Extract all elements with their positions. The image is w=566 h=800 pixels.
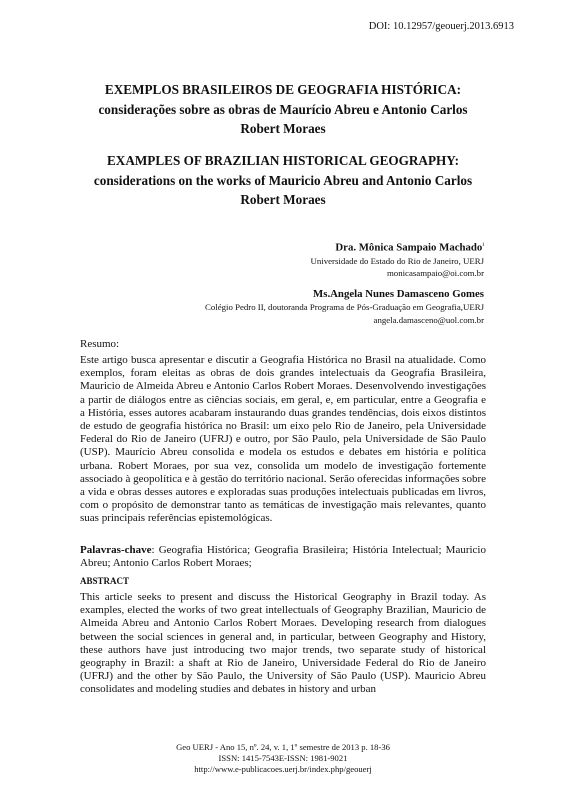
author-1-affiliation: Universidade do Estado do Rio de Janeiro, UERJ (310, 255, 484, 266)
title-pt-line3: Robert Moraes (240, 121, 326, 136)
author-1-name: Dra. Mônica Sampaio Machado (335, 241, 483, 254)
title-portuguese (60, 80, 506, 139)
footer-url[interactable]: http://www.e-publicacoes.uerj.br/index.php/geouerj (194, 764, 372, 775)
keywords-text: : Geografia Histórica; Geografia Brasileira; História Intelectual; Mauricio Abreu; Antonio Carlos Robert Moraes; (80, 544, 486, 570)
title-pt-line1: EXEMPLOS BRASILEIROS DE GEOGRAFIA HISTÓRICA: (104, 82, 462, 97)
title-en-line2: considerations on the works of Mauricio Abreu and Antonio Carlos (93, 172, 473, 188)
author-2-email: angela.damasceno@uol.com.br (373, 314, 484, 325)
keywords-label: Palavras-chave (80, 544, 152, 556)
abstract-label: ABSTRACT (80, 576, 130, 586)
author-2-affiliation: Colégio Pedro II, doutoranda Programa de Pós-Graduação em Geografia,UERJ (205, 302, 484, 312)
footer-journal: Geo UERJ - Ano 15, nº. 24, v. 1, 1º semestre de 2013 p. 18-36 (176, 742, 390, 752)
resumo-text: Este artigo busca apresentar e discutir a Geografia Histórica no Brasil na atualidade. Como exemplos, foram eleitas as obras de dois grandes intelectuais da Geografia Brasileira, Mauricio de Almeida Abreu e Antonio Carlos Robert Moraes. Desenvolvendo investigações a partir de diálogos entre as ciências sociais, em geral, e, em particular, entre a Geografia e a História, esses autores acabaram instaurando duas grandes tendências, dois eixos distintos de estudo de geografia histórica no Brasil: um eixo pelo Rio de Janeiro, pela Universidade Federal do Rio de Janeiro (UFRJ) e outro, por São Paulo, pela Universidade de São Paulo (USP). Maurício Abreu consolida e modela os estudos e debates em história e política urbana. Robert Moraes, por sua vez, consolida um modelo de investigação fortemente associado à geopolítica e à gestão do território nacional. Serão oferecidas informações sobre a vida e obras desses autores e exploradas suas produções intelectuais publicadas em livros, com o propósito de demonstrar tanto as temáticas de investigação mais relevantes, quanto suas principais referências epistemológicas. (80, 354, 486, 525)
page-footer (0, 742, 566, 776)
doi-line: DOI: 10.12957/geouerj.2013.6913 (368, 21, 514, 32)
title-pt-line2: considerações sobre as obras de Maurício Abreu e Antonio Carlos (98, 101, 468, 117)
abstract-text: This article seeks to present and discuss the Historical Geography in Brazil today. As examples, elected the works of two great intellectuals of Geography Brazilian, Mauricio de Almeida Abreu and Antonio Carlos Robert Moraes. Developing research from dialogues between the social sciences in general and, in particular, between Geography and History, these authors have just introducing two major trends, two separate study of historical geography in Brazil: a shaft at Rio de Janeiro, Universidade Federal do Rio de Janeiro (UFRJ) and the other by São Paulo, the University of São Paulo (USP). Mauricio Abreu consolidates and modeling studies and debates in history and urban (80, 591, 486, 696)
resumo-label: Resumo: (80, 338, 120, 350)
footer-issn: ISSN: 1415-7543E-ISSN: 1981-9021 (218, 753, 348, 764)
author-2 (205, 287, 484, 326)
keywords (80, 544, 486, 570)
title-en-line1: EXAMPLES OF BRAZILIAN HISTORICAL GEOGRAPHY: (107, 153, 459, 168)
author-1-email: monicasampaio@oi.com.br (386, 268, 484, 279)
title-english (60, 151, 506, 210)
author-1 (311, 238, 484, 280)
author-1-footnote-marker: i (482, 242, 484, 248)
title-en-line3: Robert Moraes (240, 192, 326, 207)
author-2-name: Ms.Angela Nunes Damasceno Gomes (313, 288, 484, 300)
